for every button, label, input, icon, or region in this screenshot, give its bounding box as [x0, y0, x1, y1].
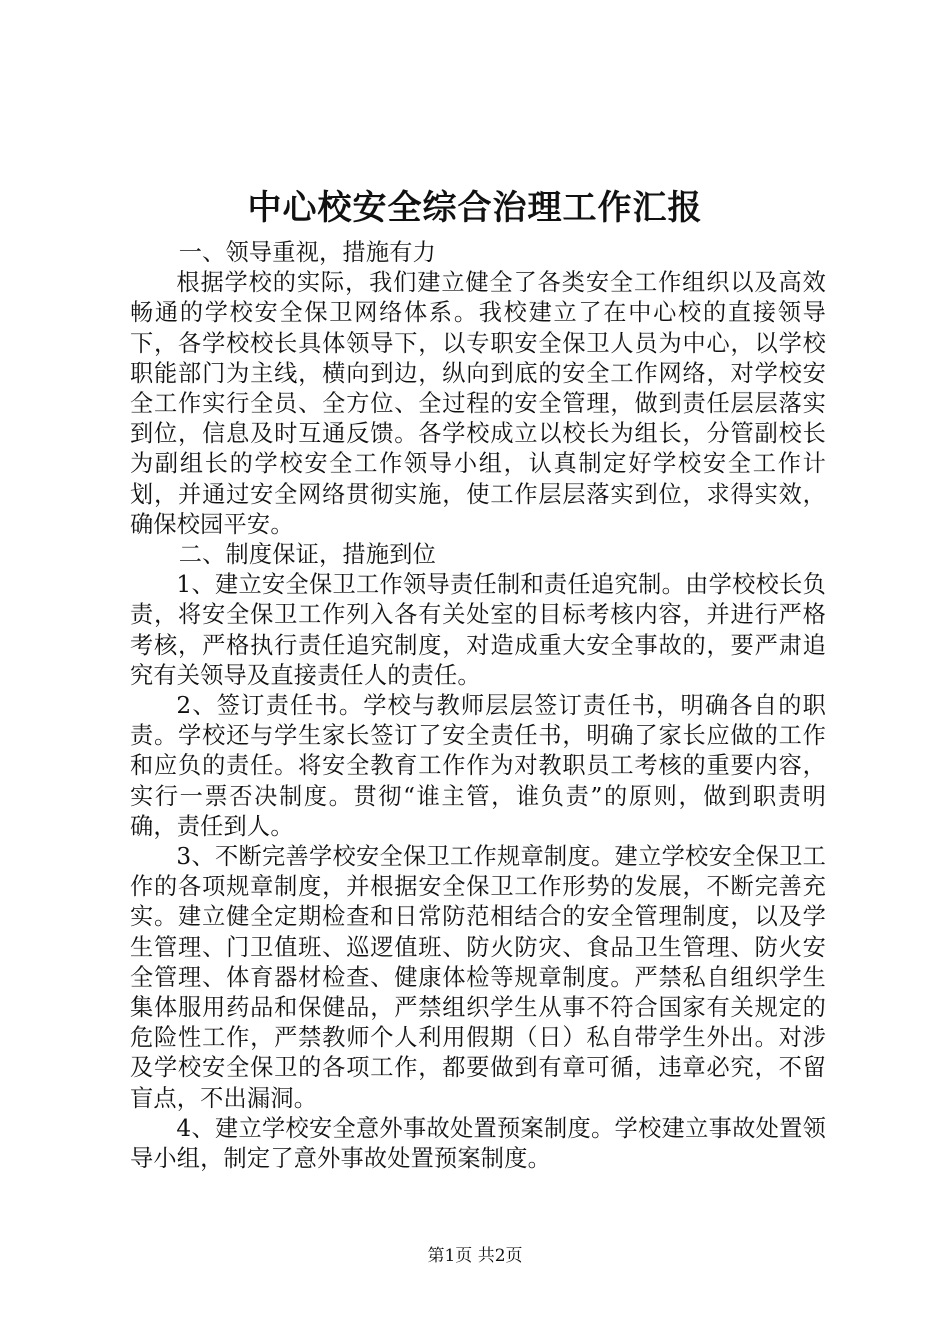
paragraph-3: 2、签订责任书。学校与教师层层签订责任书，明确各自的职责。学校还与学生家长签订了安全责任书，明确了家长应做的工作和应负的责任。将安全教育工作作为对教职员工考核的重要内容，实行一票否决制度。贯彻“谁主管，谁负责”的原则，做到职责明确，责任到人。	[130, 692, 826, 840]
paragraph-2: 1、建立安全保卫工作领导责任制和责任追究制。由学校校长负责，将安全保卫工作列入各有关处室的目标考核内容，并进行严格考核，严格执行责任追究制度，对造成重大安全事故的，要严肃追究有关领导及直接责任人的责任。	[130, 571, 826, 689]
document-title: 中心校安全综合治理工作汇报	[247, 188, 703, 228]
section-heading-1: 一、领导重视，措施有力	[178, 239, 436, 266]
document-body	[130, 238, 826, 1174]
paragraph-1: 根据学校的实际，我们建立健全了各类安全工作组织以及高效畅通的学校安全保卫网络体系。我校建立了在中心校的直接领导下，各学校校长具体领导下，以专职安全保卫人员为中心，以学校职能部门为主线，横向到边，纵向到底的安全工作网络，对学校安全工作实行全员、全方位、全过程的安全管理，做到责任层层落实到位，信息及时互通反馈。各学校成立以校长为组长，分管副校长为副组长的学校安全工作领导小组，认真制定好学校安全工作计划，并通过安全网络贯彻实施，使工作层层落实到位，求得实效，确保校园平安。	[130, 269, 826, 538]
paragraph-5: 4、建立学校安全意外事故处置预案制度。学校建立事故处置领导小组，制定了意外事故处置预案制度。	[130, 1114, 826, 1173]
section-heading-2: 二、制度保证，措施到位	[178, 541, 436, 569]
page-footer: 第1页 共2页	[427, 1246, 523, 1266]
paragraph-4: 3、不断完善学校安全保卫工作规章制度。建立学校安全保卫工作的各项规章制度，并根据安全保卫工作形势的发展，不断完善充实。建立健全定期检查和日常防范相结合的安全管理制度，以及学生管理、门卫值班、巡逻值班、防火防灾、食品卫生管理、防火安全管理、体育器材检查、健康体检等规章制度。严禁私自组织学生集体服用药品和保健品，严禁组织学生从事不符合国家有关规定的危险性工作，严禁教师个人利用假期（日）私自带学生外出。对涉及学校安全保卫的各项工作，都要做到有章可循，违章必究，不留盲点，不出漏洞。	[130, 843, 826, 1112]
